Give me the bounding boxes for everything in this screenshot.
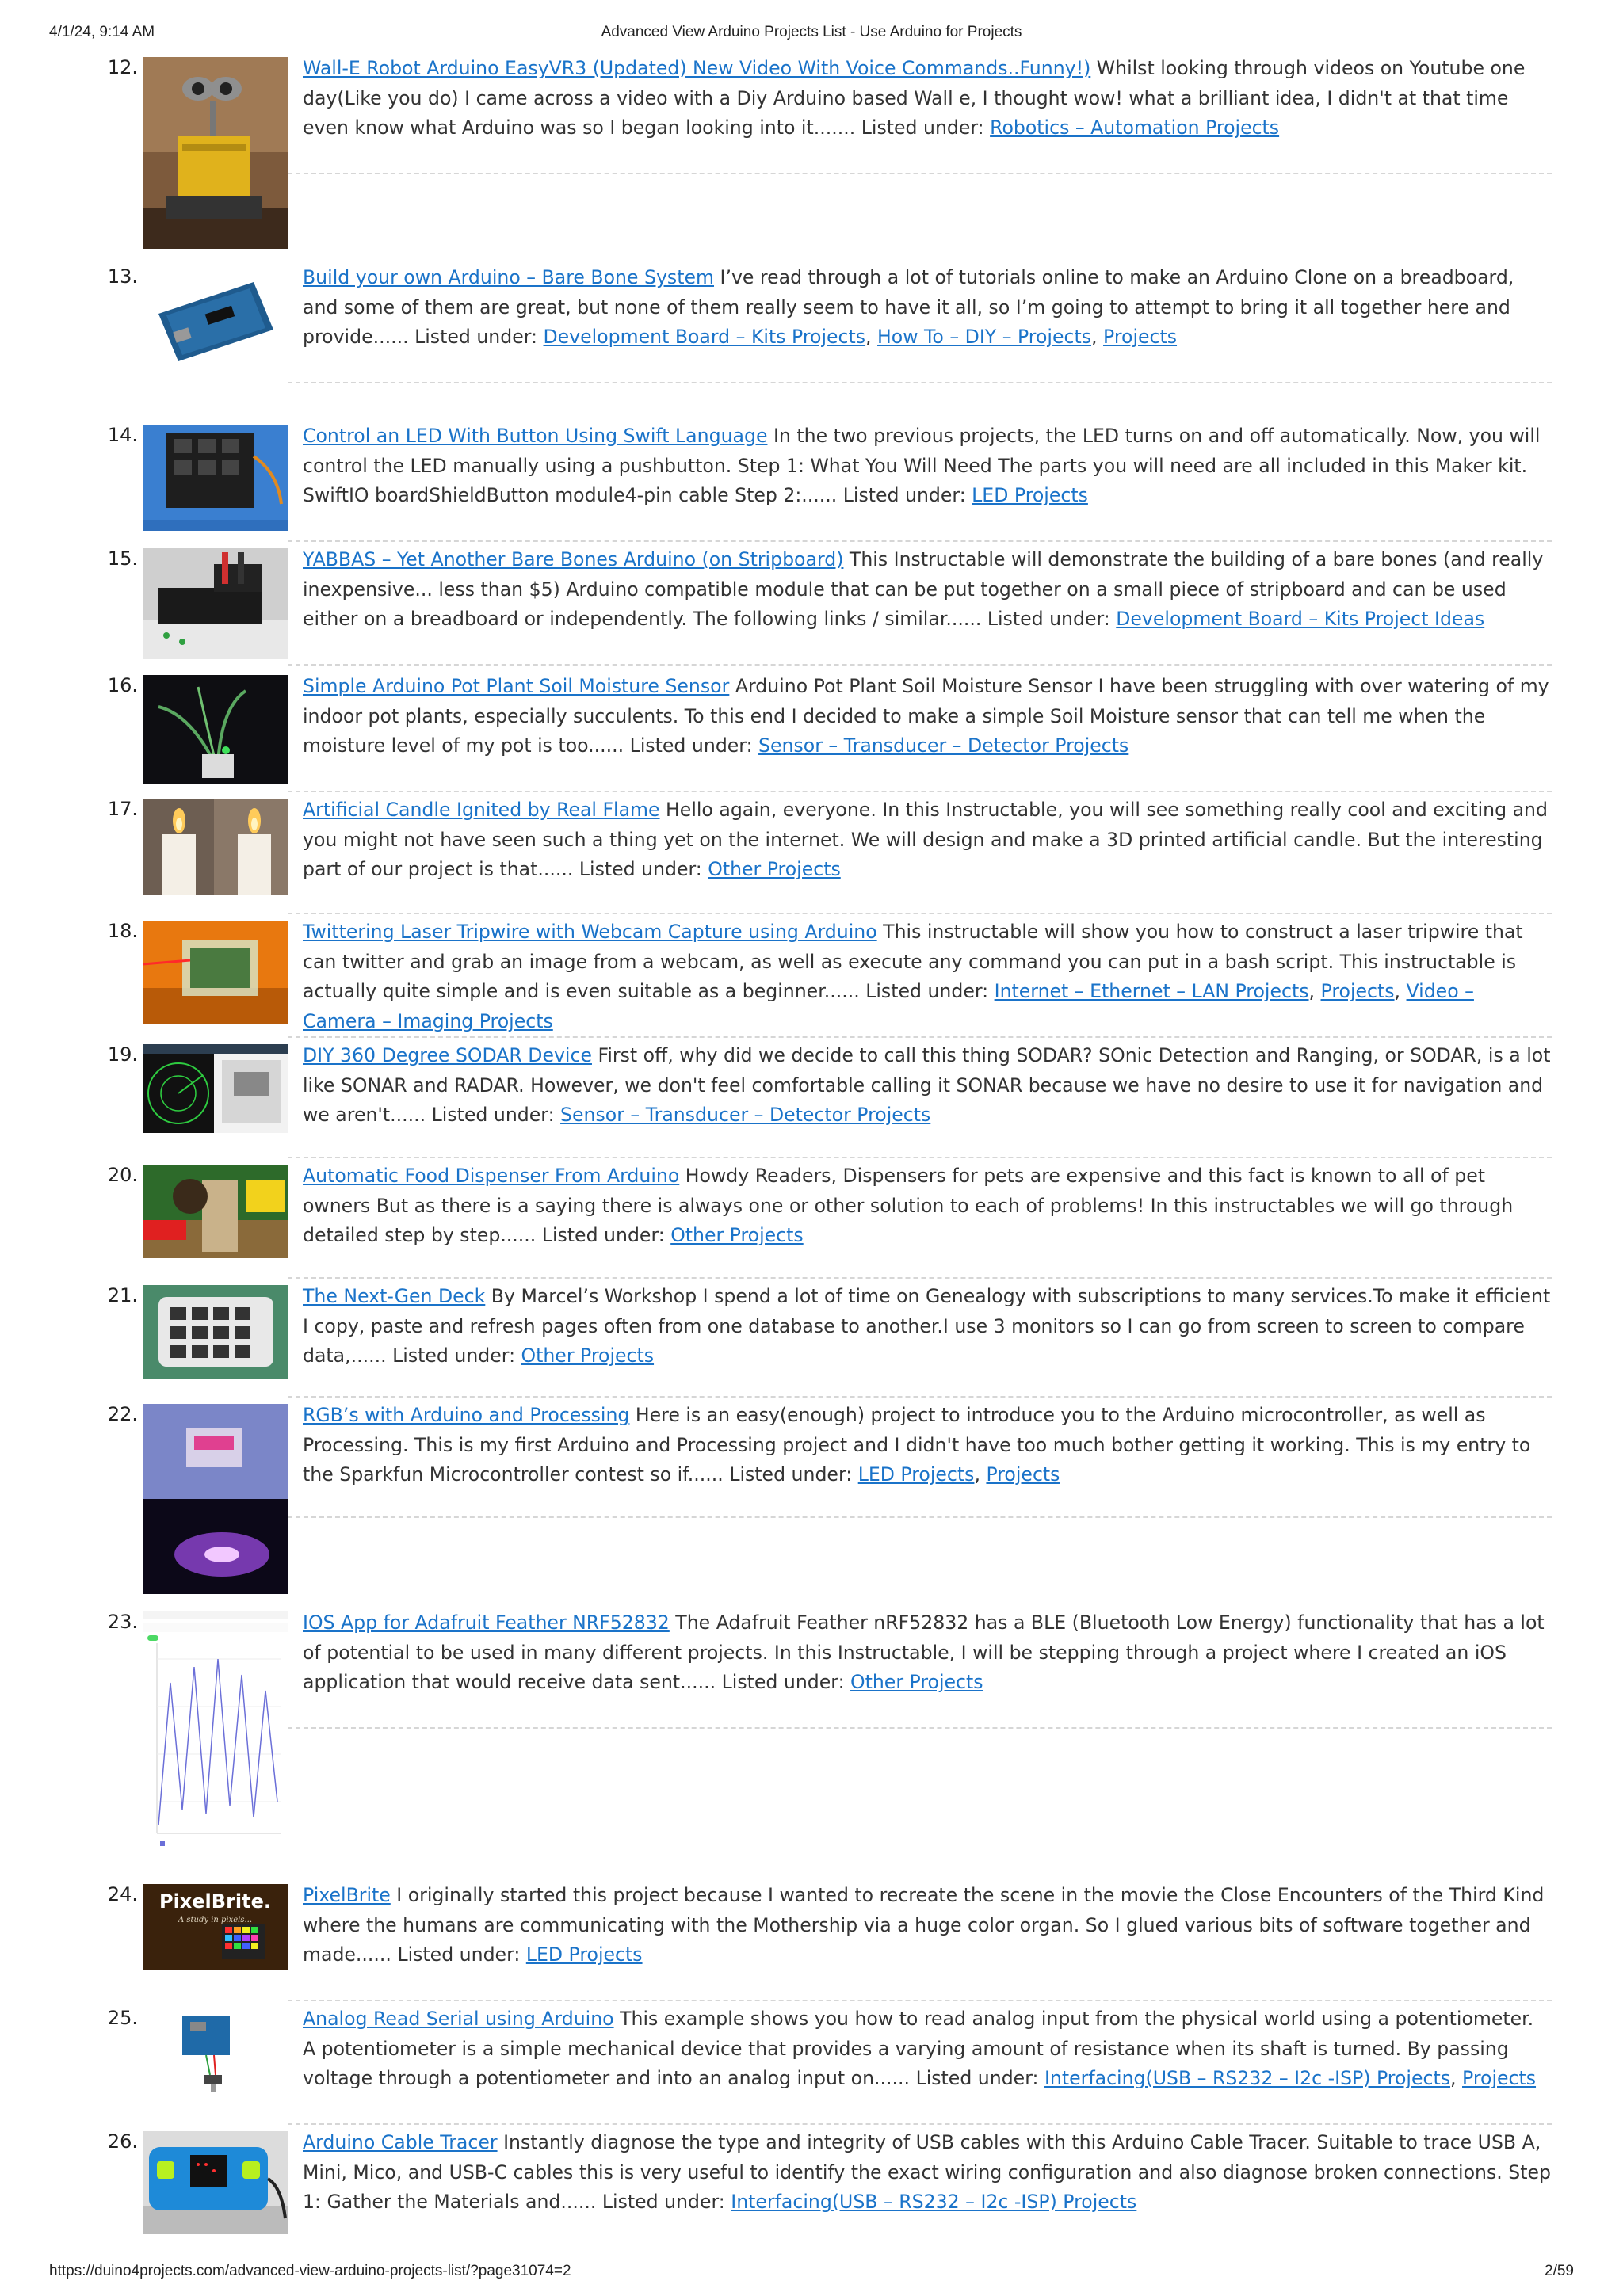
item-title-link[interactable]: IOS App for Adafruit Feather NRF52832 <box>303 1611 670 1634</box>
thumbnail-image[interactable] <box>143 1165 288 1258</box>
item-text <box>303 1608 1551 1698</box>
item-number: 22. <box>107 1403 138 1425</box>
item-number: 17. <box>107 798 138 820</box>
category-link[interactable]: Other Projects <box>670 1224 804 1247</box>
listed-under-label: Listed under: <box>629 734 753 757</box>
item-number: 23. <box>107 1611 138 1633</box>
category-link[interactable]: Sensor – Transducer – Detector Projects <box>560 1104 931 1127</box>
item-divider <box>288 382 1552 383</box>
print-url: https://duino4projects.com/advanced-view-arduino-projects-list/?page31074=2 <box>49 2263 571 2279</box>
item-description: I’ve read through a lot of tutorials online to make an Arduino Clone on a breadboard, and some of them are great, but none of them really seem to have it all, so I’m going to attempt to bring it all together here and provide...... <box>303 266 1514 349</box>
listed-under-label: Listed under: <box>987 608 1110 631</box>
category-link[interactable]: Video – Camera – Imaging Projects <box>303 980 1474 1032</box>
category-link[interactable]: Sensor – Transducer – Detector Projects <box>758 734 1129 757</box>
thumbnail-image[interactable] <box>143 425 288 531</box>
item-number: 12. <box>107 56 138 78</box>
item-description: Hello again, everyone. In this Instructable, you will see something really cool and exciting and you might not have seen such a thing yet on the internet. We will design and make a 3D printed artificial candle. But the interesting part of our project is that...... <box>303 799 1548 881</box>
item-divider <box>288 1396 1552 1398</box>
print-footer <box>0 2263 1623 2286</box>
item-title-link[interactable]: Simple Arduino Pot Plant Soil Moisture Sensor <box>303 675 730 697</box>
print-timestamp: 4/1/24, 9:14 AM <box>49 24 155 40</box>
listed-under-label: Listed under: <box>431 1104 555 1127</box>
listed-under-label: Listed under: <box>721 1671 845 1694</box>
item-number: 15. <box>107 547 138 570</box>
item-description: First off, why did we decide to call this thing SODAR? SOnic Detection and Ranging, or SODAR, is a lot like SONAR and RADAR. However, we don't feel comfortable calling it SONAR because we have no desire to use it for navigation and we aren't...... <box>303 1044 1551 1127</box>
listed-under-label: Listed under: <box>579 858 702 881</box>
listed-under-label: Listed under: <box>601 2191 725 2214</box>
thumbnail-image[interactable] <box>143 1044 288 1133</box>
print-page-number: 2/59 <box>1545 2263 1574 2279</box>
item-divider <box>288 664 1552 666</box>
listed-under-label: Listed under: <box>414 326 537 349</box>
category-link[interactable]: Other Projects <box>521 1344 655 1367</box>
item-title-link[interactable]: Analog Read Serial using Arduino <box>303 2008 614 2030</box>
item-text <box>303 421 1551 511</box>
item-description: By Marcel’s Workshop I spend a lot of time on Genealogy with subscriptions to many services.To make it efficient I copy, paste and refresh pages often from one database to another.I use 3 monitors so I can go from screen to screen to compare data,...... <box>303 1285 1551 1367</box>
category-link[interactable]: Internet – Ethernet – LAN Projects <box>994 980 1309 1003</box>
category-link[interactable]: How To – DIY – Projects <box>877 326 1092 349</box>
item-title-link[interactable]: Control an LED With Button Using Swift Language <box>303 425 768 447</box>
item-title-link[interactable]: Twittering Laser Tripwire with Webcam Capture using Arduino <box>303 921 877 943</box>
item-number: 26. <box>107 2130 138 2153</box>
item-title-link[interactable]: The Next-Gen Deck <box>303 1285 486 1307</box>
item-text <box>303 1282 1551 1371</box>
listed-under-label: Listed under: <box>915 2067 1039 2090</box>
item-divider <box>288 173 1552 174</box>
item-number: 20. <box>107 1164 138 1186</box>
item-description: Arduino Pot Plant Soil Moisture Sensor I have been struggling with over watering of my indoor pot plants, especially succulents. To this end I decided to make a simple Soil Moisture sensor that can tell me when the moisture level of my pot is too...... <box>303 675 1549 757</box>
item-divider <box>288 540 1552 542</box>
thumbnail-image[interactable] <box>143 1285 288 1379</box>
item-title-link[interactable]: Build your own Arduino – Bare Bone System <box>303 266 714 288</box>
listed-under-label: Listed under: <box>392 1344 516 1367</box>
item-text <box>303 1161 1551 1251</box>
item-text <box>303 795 1551 885</box>
category-link[interactable]: Robotics – Automation Projects <box>990 116 1280 139</box>
item-divider <box>288 2123 1552 2125</box>
item-divider <box>288 913 1552 914</box>
item-divider <box>288 1727 1552 1729</box>
item-title-link[interactable]: Artificial Candle Ignited by Real Flame <box>303 799 660 821</box>
item-title-link[interactable]: Arduino Cable Tracer <box>303 2131 498 2153</box>
item-title-link[interactable]: YABBAS – Yet Another Bare Bones Arduino (on Stripboard) <box>303 548 844 570</box>
item-description: In the two previous projects, the LED turns on and off automatically. Now, you will control the LED manually using a pushbutton. Step 1: What You Will Need The parts you will need are all included in this Maker kit. SwiftIO boardShieldButton module4-pin cable Step 2:...... <box>303 425 1541 507</box>
thumbnail-image[interactable] <box>143 675 288 784</box>
category-link[interactable]: Projects <box>1103 326 1178 349</box>
thumbnail-image[interactable] <box>143 921 288 1024</box>
item-number: 21. <box>107 1284 138 1306</box>
category-link[interactable]: Projects <box>1320 980 1395 1003</box>
item-text <box>303 2128 1551 2218</box>
category-link[interactable]: LED Projects <box>857 1463 975 1486</box>
category-link[interactable]: Interfacing(USB – RS232 – I2c -ISP) Projects <box>731 2191 1137 2214</box>
item-divider <box>288 2000 1552 2001</box>
item-description: The Adafruit Feather nRF52832 has a BLE (Bluetooth Low Energy) functionality that has a lot of potential to be used in many different projects. In this Instructable, I will be stepping through a project where I created an iOS application that would receive data sent...... <box>303 1611 1545 1694</box>
item-title-link[interactable]: Wall-E Robot Arduino EasyVR3 (Updated) New Video With Voice Commands..Funny!) <box>303 57 1091 79</box>
item-description: Whilst looking through videos on Youtube one day(Like you do) I came across a video with a Diy Arduino based Wall e, I thought wow! what a brilliant idea, I didn't at that time even know what Arduino was so I began looking into it....... <box>303 57 1526 139</box>
listed-under-label: Listed under: <box>842 484 966 507</box>
thumbnail-image[interactable] <box>143 799 288 895</box>
item-number: 14. <box>107 424 138 446</box>
category-link[interactable]: Other Projects <box>708 858 841 881</box>
item-number: 18. <box>107 920 138 942</box>
print-header <box>0 24 1623 48</box>
item-text: RGB’s with Arduino and Processing Here is an easy(enough) project to introduce you to the Arduino microcontroller, as well as Processing. This is my first Arduino and Processing project and I didn't have too much bother getting it working. This is my entry to the Sparkfun Microcontroller contest so if...... Listed under: LED Projects, Projects <box>303 1404 1531 1486</box>
listed-under-label: Listed under: <box>397 1943 521 1966</box>
item-number: 25. <box>107 2007 138 2029</box>
item-divider <box>288 1157 1552 1158</box>
category-link[interactable]: Interfacing(USB – RS232 – I2c -ISP) Projects <box>1044 2067 1451 2090</box>
item-description: Instantly diagnose the type and integrity of USB cables with this Arduino Cable Tracer. Suitable to trace USB A, Mini, Mico, and USB-C cables this is very useful to identify the exact wiring configuration and also diagnose broken connections. Step 1: Gather the Materials and...... <box>303 2131 1551 2214</box>
item-number: 13. <box>107 265 138 288</box>
category-link[interactable]: Projects <box>986 1463 1060 1486</box>
item-description: This Instructable will demonstrate the building of a bare bones (and really inexpensive... less than $5) Arduino compatible module that can be put together on a small piece of stripboard and can be used either on a breadboard or independently. The following links / similar...... <box>303 548 1544 631</box>
item-title-link[interactable]: RGB’s with Arduino and Processing <box>303 1404 630 1426</box>
thumbnail-image[interactable] <box>143 2008 288 2095</box>
item-description: This instructable will show you how to construct a laser tripwire that can twitter and grab an image from a webcam, as well as execute any command you can put in a bash script. This instructable is actually quite simple and is even suitable as a beginner...... <box>303 921 1523 1003</box>
item-text <box>303 545 1551 635</box>
thumbnail-image[interactable] <box>143 57 288 249</box>
item-title-link[interactable]: DIY 360 Degree SODAR Device <box>303 1044 592 1066</box>
item-description: I originally started this project because I wanted to recreate the scene in the movie the Close Encounters of the Third Kind where the humans are communicating with the Mothership via a huge color organ. So I glued various bits of software together and made...... <box>303 1884 1545 1966</box>
item-text: Twittering Laser Tripwire with Webcam Capture using Arduino This instructable will show you how to construct a laser tripwire that can twitter and grab an image from a webcam, as well as execute any command you can put in a bash script. This instructable is actually quite simple and is even suitable as a beginner...... Listed under: Internet – Ethernet – LAN Projects, Projects, Video – Camera – Imaging Projects <box>303 921 1523 1032</box>
thumbnail-image[interactable] <box>143 2131 288 2234</box>
item-title-link[interactable]: Automatic Food Dispenser From Arduino <box>303 1165 680 1187</box>
listed-under-label: Listed under: <box>729 1463 853 1486</box>
listed-under-label: Listed under: <box>861 116 984 139</box>
category-link[interactable]: LED Projects <box>525 1943 643 1966</box>
category-link[interactable]: Development Board – Kits Project Ideas <box>1116 608 1485 631</box>
item-description: Here is an easy(enough) project to introduce you to the Arduino microcontroller, as well as Processing. This is my first Arduino and Processing project and I didn't have too much bother getting it working. This is my entry to the Sparkfun Microcontroller contest so if...... <box>303 1404 1531 1486</box>
thumbnail-image[interactable] <box>143 1884 288 1970</box>
thumbnail-subtitle-text: A study in pixels... <box>178 1916 253 1924</box>
listed-under-label: Listed under: <box>865 980 989 1003</box>
item-description: Howdy Readers, Dispensers for pets are expensive and this fact is known to all of pet owners But as there is a saying there is always one or other solution to each of problems! In this instructables we will go through detailed step by step...... <box>303 1165 1514 1247</box>
item-text: Build your own Arduino – Bare Bone System I’ve read through a lot of tutorials online to make an Arduino Clone on a breadboard, and some of them are great, but none of them really seem to have it all, so I’m going to attempt to bring it all together here and provide...... Listed under: Development Board – Kits Projects, How To – DIY – Projects, Projects <box>303 266 1514 349</box>
thumbnail-logo-text: PixelBrite. <box>158 1890 272 1913</box>
category-link[interactable]: Projects <box>1462 2067 1537 2090</box>
category-link[interactable]: Other Projects <box>850 1671 983 1694</box>
thumbnail-image[interactable] <box>143 266 288 377</box>
item-text: Analog Read Serial using Arduino This example shows you how to read analog input from the physical world using a potentiometer. A potentiometer is a simple mechanical device that provides a varying amount of resistance when its shaft is turned. By passing voltage through a potentiometer and into an analog input on...... Listed under: Interfacing(USB – RS232 – I2c -ISP) Projects, Projects <box>303 2008 1537 2090</box>
item-text <box>303 672 1551 761</box>
item-title-link[interactable]: PixelBrite <box>303 1884 391 1906</box>
thumbnail-image[interactable] <box>143 1611 288 1852</box>
listed-under-label: Listed under: <box>541 1224 665 1247</box>
item-divider <box>288 1516 1552 1518</box>
item-number: 19. <box>107 1043 138 1066</box>
print-page-title: Advanced View Arduino Projects List - Use Arduino for Projects <box>601 24 1022 40</box>
item-divider <box>288 1277 1552 1279</box>
item-number: 24. <box>107 1883 138 1905</box>
item-text <box>303 1881 1551 1970</box>
item-text <box>303 54 1551 143</box>
category-link[interactable]: Development Board – Kits Projects <box>543 326 866 349</box>
category-link[interactable]: LED Projects <box>972 484 1088 507</box>
item-divider <box>288 791 1552 792</box>
item-text <box>303 1041 1551 1131</box>
thumbnail-image[interactable] <box>143 548 288 659</box>
item-divider <box>288 1036 1552 1038</box>
thumbnail-image[interactable] <box>143 1404 288 1594</box>
item-number: 16. <box>107 674 138 696</box>
item-description: This example shows you how to read analog input from the physical world using a potentiometer. A potentiometer is a simple mechanical device that provides a varying amount of resistance when its shaft is turned. By passing voltage through a potentiometer and into an analog input on...... <box>303 2008 1534 2090</box>
